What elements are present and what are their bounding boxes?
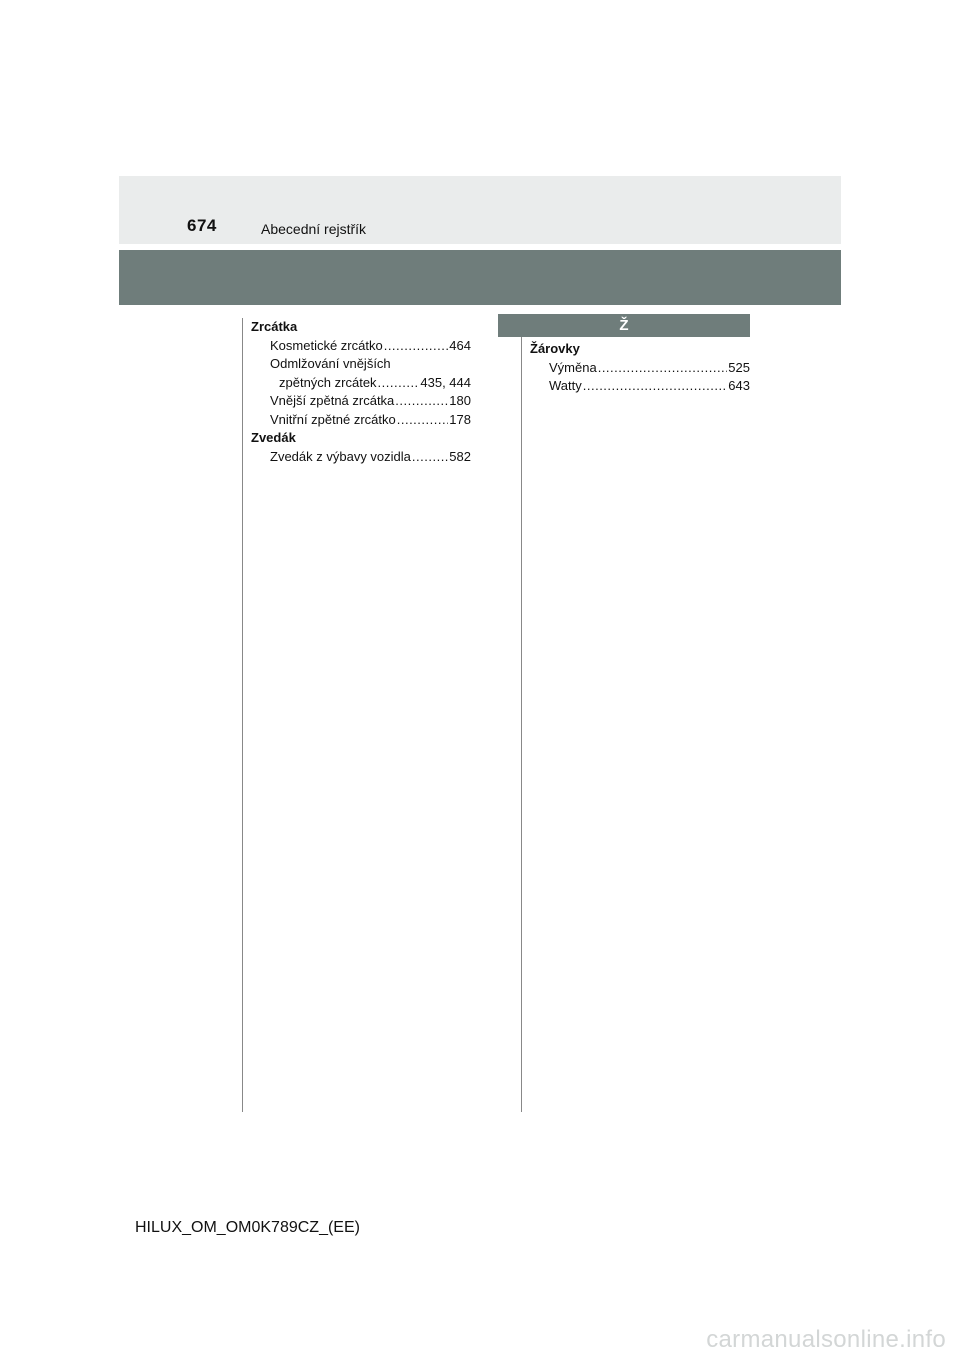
right-column	[530, 340, 750, 396]
letter-section-bar: Ž	[498, 314, 750, 337]
entry-text: Watty	[549, 378, 582, 393]
index-entry[interactable]	[251, 374, 471, 393]
index-entry[interactable]	[530, 359, 750, 378]
dot-leader	[598, 359, 728, 378]
dot-leader	[378, 374, 420, 393]
dot-leader	[412, 448, 448, 467]
entry-page: 582	[449, 448, 471, 464]
entry-text: Zvedák z výbavy vozidla	[270, 448, 411, 464]
index-entry[interactable]	[251, 392, 471, 411]
entry-text: Kosmetické zrcátko	[270, 337, 383, 353]
index-heading: Zrcátka	[251, 319, 298, 334]
entry-page: 464	[449, 337, 471, 353]
entry-text: Výměna	[549, 359, 597, 375]
document-code: HILUX_OM_OM0K789CZ_(EE)	[135, 1219, 360, 1236]
dot-leader	[384, 337, 449, 356]
entry-text: Odmlžování vnějších	[270, 356, 391, 371]
page-number: 674	[187, 216, 217, 235]
entry-text: Vnější zpětná zrcátka	[270, 393, 395, 408]
index-heading: Žárovky	[530, 341, 580, 356]
index-heading: Zvedák	[251, 430, 296, 445]
entry-page: 525	[728, 359, 750, 375]
entry-page: 435, 444	[420, 374, 471, 390]
header-band	[119, 176, 841, 244]
section-band	[119, 250, 841, 305]
index-entry[interactable]	[530, 377, 750, 396]
left-column	[251, 318, 471, 466]
entry-page: 180	[449, 393, 471, 408]
entry-page: 178	[449, 411, 471, 427]
dot-leader	[583, 377, 728, 396]
right-column-rule	[521, 318, 522, 1112]
dot-leader	[395, 392, 448, 411]
left-column-rule	[242, 318, 243, 1112]
header-title: Abecední rejstřík	[261, 221, 367, 237]
index-entry[interactable]	[251, 448, 471, 467]
index-entry	[251, 355, 471, 374]
index-entry[interactable]	[251, 411, 471, 430]
dot-leader	[397, 411, 449, 430]
entry-text: zpětných zrcátek	[279, 374, 377, 390]
index-entry[interactable]	[251, 337, 471, 356]
watermark: carmanualsonline.info	[706, 1326, 946, 1353]
entry-page: 643	[728, 378, 750, 393]
entry-text: Vnitřní zpětné zrcátko	[270, 411, 396, 427]
